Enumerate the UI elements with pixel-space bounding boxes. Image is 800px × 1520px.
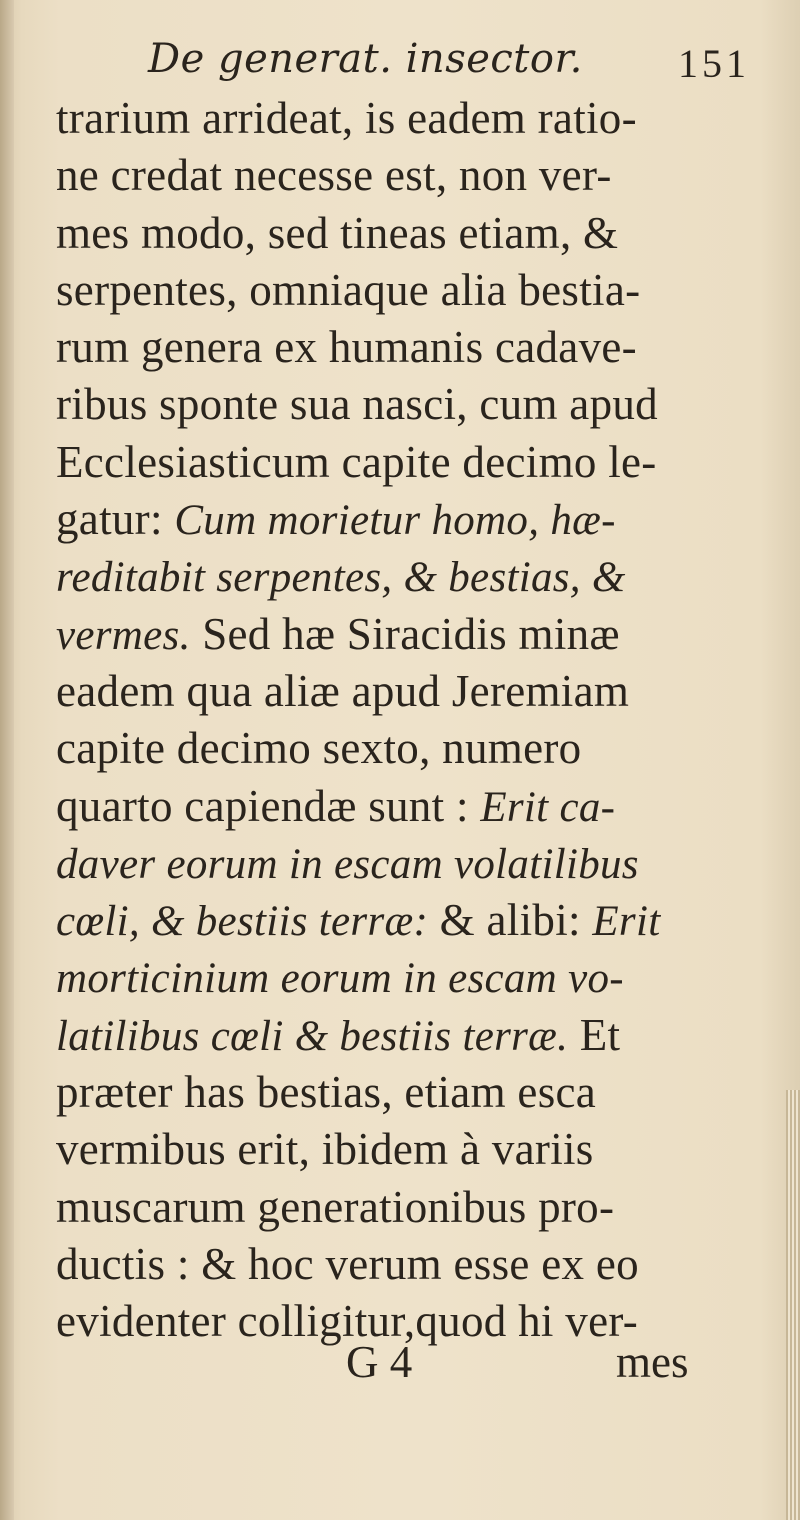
page-gutter [0,0,14,1520]
text-line [56,1236,776,1293]
text-line [56,376,776,433]
text-line [56,949,776,1006]
roman-segment: & alibi: [428,895,593,946]
text-line [56,434,776,491]
roman-segment: gatur: [56,494,175,545]
roman-segment: evidenter colligitur,quod hi ver- [56,1296,639,1347]
text-line [56,1179,776,1236]
page-number: 151 [678,41,750,86]
text-line [56,663,776,720]
page-footer [56,1336,776,1396]
roman-segment: Sed hæ Siracidis minæ [190,608,620,659]
page-header [60,36,760,96]
italic-segment: Erit [592,898,661,946]
roman-segment: serpentes, omniaque alia bestia- [56,264,641,315]
italic-segment: latilibus cœli & bestiis terræ. [56,1012,569,1060]
text-line [56,319,776,376]
text-line [56,1121,776,1178]
italic-segment: daver eorum in escam volatilibus [56,840,639,888]
text-line [56,491,776,548]
roman-segment: mes modo, sed tineas etiam, & [56,207,619,258]
text-line [56,90,776,147]
text-line [56,1064,776,1121]
text-line [56,1007,776,1064]
text-line [56,606,776,663]
catchword: mes [616,1337,689,1387]
text-line [56,205,776,262]
italic-segment: morticinium eorum in escam vo- [56,955,624,1003]
italic-segment: vermes. [56,611,191,659]
italic-segment: reditabit serpentes, & bestias, & [56,554,626,602]
roman-segment: præter has bestias, etiam esca [56,1067,597,1118]
roman-segment: eadem qua aliæ apud Jeremiam [56,665,630,716]
roman-segment: Et [568,1009,621,1060]
page-edge [786,1090,800,1520]
roman-segment: trarium arrideat, is eadem ratio- [56,93,637,143]
roman-segment: vermibus erit, ibidem à variis [56,1124,594,1175]
text-line [56,720,776,777]
text-line [56,892,776,949]
roman-segment: quarto capiendæ sunt : [56,780,481,831]
body-text [56,90,776,1351]
roman-segment: capite decimo sexto, numero [56,723,582,774]
signature-mark: G 4 [346,1337,413,1387]
running-title: De generat. insector. [148,36,583,82]
italic-segment: cœli, & bestiis terræ: [56,898,429,946]
roman-segment: ne credat necesse est, non ver- [56,150,612,201]
text-line [56,835,776,892]
roman-segment: ductis : & hoc verum esse ex eo [56,1238,639,1289]
roman-segment: muscarum generationibus pro- [56,1181,615,1232]
italic-segment: Cum morietur homo, hæ- [174,497,616,545]
italic-segment: Erit ca- [480,783,616,831]
roman-segment: rum genera ex humanis cadave- [56,322,637,373]
roman-segment: Ecclesiasticum capite decimo le- [56,436,657,487]
roman-segment: ribus sponte sua nasci, cum apud [56,379,658,430]
text-line [56,147,776,204]
text-line [56,548,776,605]
text-line [56,262,776,319]
text-line [56,778,776,835]
